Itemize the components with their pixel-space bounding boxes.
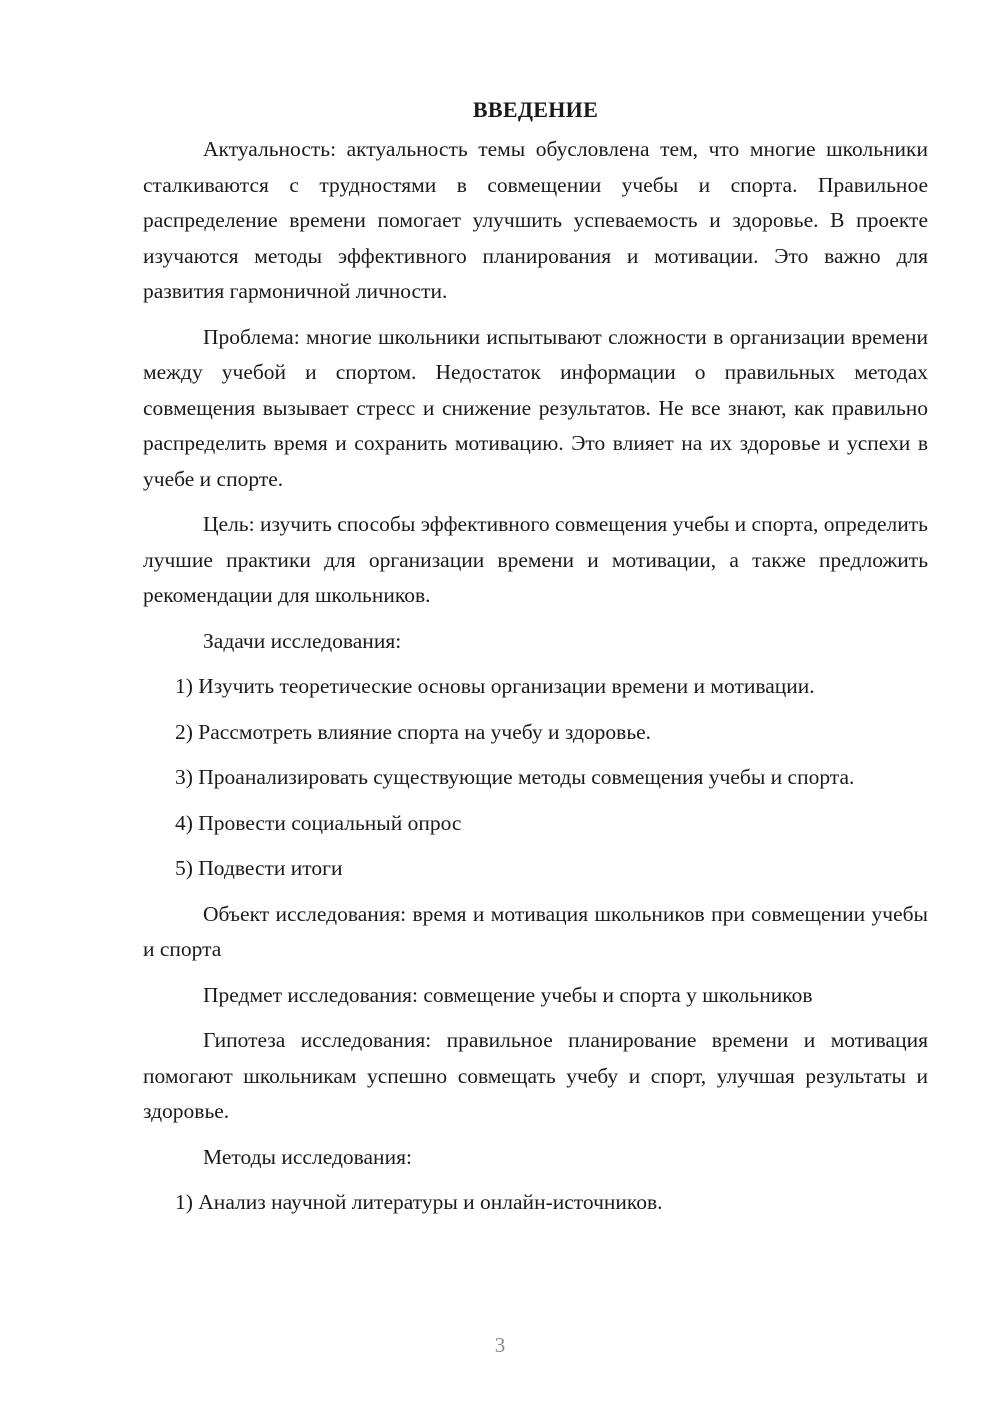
goal-paragraph: Цель: изучить способы эффективного совмещения учебы и спорта, определить лучшие практики для организации времени и мотивации, а также предложить рекомендации для школьников. <box>143 512 928 607</box>
method-item: 1) Анализ научной литературы и онлайн-источников. <box>175 1190 663 1214</box>
subject-paragraph: Предмет исследования: совмещение учебы и спорта у школьников <box>203 982 813 1007</box>
page-number: 3 <box>494 1333 506 1357</box>
task-item: 5) Подвести итоги <box>175 856 343 880</box>
methods-heading: Методы исследования: <box>203 1144 412 1169</box>
task-item: 4) Провести социальный опрос <box>175 810 462 835</box>
task-item: 1) Изучить теоретические основы организации времени и мотивации. <box>175 674 815 698</box>
object-paragraph: Объект исследования: время и мотивация школьников при совмещении учебы и спорта <box>143 901 928 961</box>
hypothesis-paragraph: Гипотеза исследования: правильное планирование времени и мотивация помогают школьникам успешно совмещать учебу и спорт, улучшая результаты и здоровье. <box>143 1028 928 1123</box>
tasks-heading: Задачи исследования: <box>203 628 402 653</box>
page-content <box>143 92 928 1231</box>
task-item: 3) Проанализировать существующие методы совмещения учебы и спорта. <box>175 765 855 789</box>
problem-paragraph: Проблема: многие школьники испытывают сложности в организации времени между учебой и спортом. Недостаток информации о правильных методах совмещения вызывает стресс и снижение результатов. Не все знают, как правильно распределить время и сохранить мотивацию. Это влияет на их здоровье и успехи в учебе и спорте. <box>143 324 928 491</box>
section-title: ВВЕДЕНИЕ <box>472 97 599 122</box>
relevance-paragraph: Актуальность: актуальность темы обусловлена тем, что многие школьники сталкиваются с трудностями в совмещении учебы и спорта. Правильное распределение времени помогает улучшить успеваемость и здоровье. В проекте изучаются методы эффективного планирования и мотивации. Это важно для развития гармоничной личности. <box>143 137 928 303</box>
task-item: 2) Рассмотреть влияние спорта на учебу и здоровье. <box>175 719 652 744</box>
